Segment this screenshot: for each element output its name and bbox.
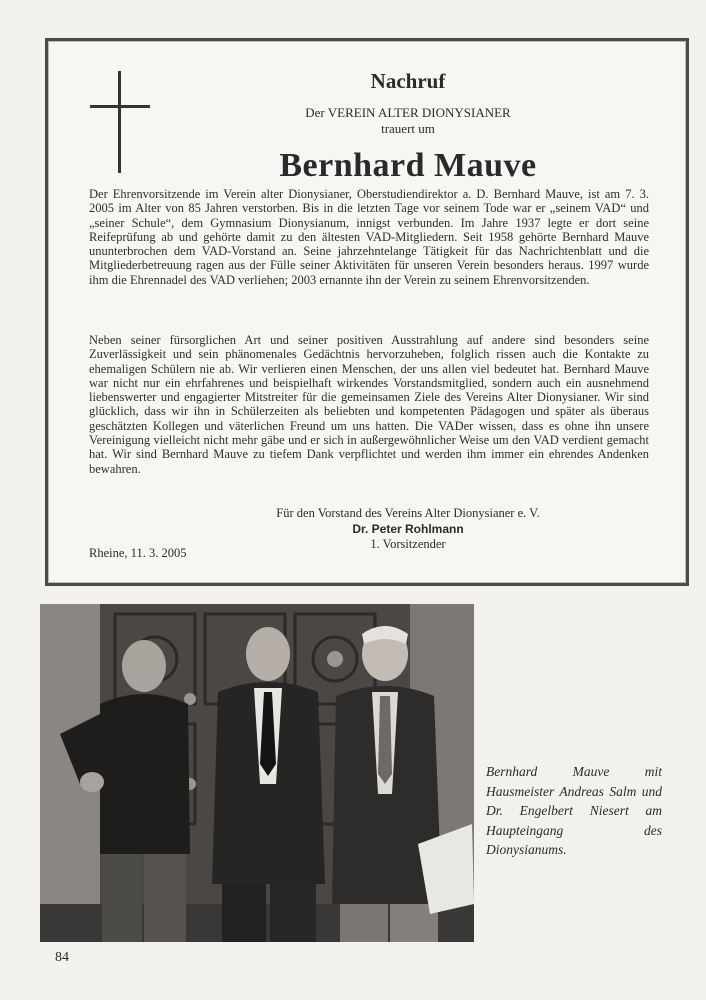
signer-role: 1. Vorsitzender xyxy=(370,537,446,551)
photo-illustration xyxy=(40,604,474,942)
photo-caption: Bernhard Mauve mit Hausmeister Andreas Salm und Dr. Engelbert Niesert am Haupteingang des Dionysianums. xyxy=(486,764,662,857)
obituary-paragraph-1: Der Ehrenvorsitzende im Verein alter Dionysianer, Oberstudiendirektor a. D. Bernhard Mauve, ist am 7. 3. 2005 im Alter von 85 Jahren verstorben. Bis in die letzten Tage vor seinem Tode war er „seinem VAD“ und „seiner Schule“, dem Gymnasium Dionysianum, innigst verbunden. Im Jahre 1937 legte er dort seine Reifeprüfung ab und gehörte damit zu den ältesten VAD-Mitgliedern. Seit 1958 gehörte Bernhard Mauve ununterbrochen dem VAD-Vorstand an. Seine jahrzehntelange Tätigkeit für das Nachrichtenblatt und die Mitgliederbetreuung ragen aus der Fülle seiner Aktivitäten für unseren Verein besonders heraus. 1997 wurde ihm die Ehrennadel des VAD verliehen; 2003 ernannte ihn der Verein zu seinem Ehrenvorsitzenden. xyxy=(89,187,649,287)
obituary-paragraph-2: Neben seiner fürsorglichen Art und seiner positiven Ausstrahlung auf andere sind besonders seine Zuverlässigkeit und sein phänomenales Gedächtnis hervorzuheben, folglich rissen auch die Kontakte zu ehemaligen Schülern nie ab. Wir verlieren einen Menschen, der uns allen viel bedeutet hat. Bernhard Mauve war nicht nur ein ehrfahrenes und beispielhaft wirkendes Vorstandsmitglied, sondern auch ein ausnehmend liebenswerter und engagierter Mitstreiter für die gemeinsamen Ziele des Vereins Alter Dionysianer. Wir sind glücklich, dass wir ihn in Schülerzeiten als beliebten und kompetenten Pädagogen und später als überaus geschätzten Kollegen und väterlichen Freund um uns hatten. Die VADer wissen, dass es ohne ihn unsere Vereinigung vielleicht nicht mehr gäbe und er sich in außergewöhnlicher Weise um den VAD verdient gemacht hat. Wir sind Bernhard Mauve zu tiefem Dank verpflichtet und werden ihm immer ein ehrendes Andenken bewahren. xyxy=(89,333,649,476)
organization-line: Der VEREIN ALTER DIONYSIANER xyxy=(305,105,511,120)
obituary-notice xyxy=(45,38,689,586)
board-line: Für den Vorstand des Vereins Alter Dionysianer e. V. xyxy=(276,506,540,520)
cross-icon xyxy=(118,71,121,173)
place-date: Rheine, 11. 3. 2005 xyxy=(89,546,187,560)
notice-title: Nachruf xyxy=(370,69,446,93)
cross-icon-bar xyxy=(90,105,150,108)
page-number: 84 xyxy=(55,950,69,965)
group-photo xyxy=(40,604,474,942)
mourns-line: trauert um xyxy=(381,121,435,136)
deceased-name: Bernhard Mauve xyxy=(279,147,537,184)
signer-name: Dr. Peter Rohlmann xyxy=(352,522,464,536)
